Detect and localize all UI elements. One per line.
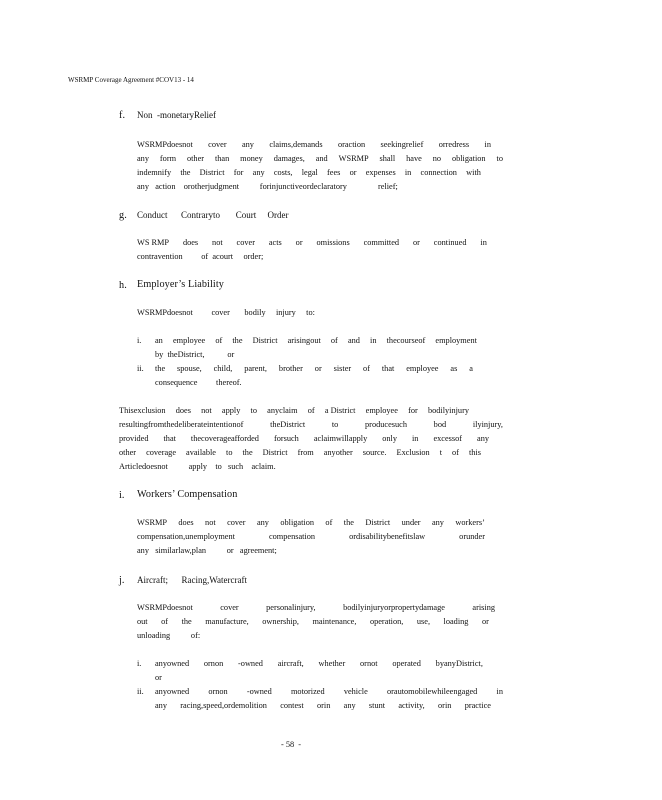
word: personalinjury, [266, 603, 316, 612]
word: and [347, 336, 360, 345]
word: WSRMP [137, 518, 167, 527]
word: ilyinjury, [472, 420, 503, 429]
h-item-line [155, 334, 477, 348]
word: other [119, 448, 137, 457]
word: cover [236, 238, 255, 247]
word: orin [438, 701, 452, 710]
word: arising [472, 603, 495, 612]
word: expenses [365, 168, 396, 177]
word: the [181, 617, 192, 626]
word: Thisexclusion [119, 406, 166, 415]
word: under [401, 518, 421, 527]
word: excessof [433, 434, 463, 443]
word: of [363, 364, 370, 373]
word: any [155, 701, 167, 710]
word: any [477, 434, 489, 443]
section-h-intro: WSRMPdoesnot cover bodily injury to: [137, 308, 315, 317]
word: of [161, 617, 169, 626]
word: District [199, 168, 225, 177]
word: District [365, 518, 391, 527]
word: the [232, 336, 243, 345]
word: the [242, 448, 253, 457]
word: employee [172, 336, 206, 345]
word: any [431, 518, 444, 527]
word: practice [464, 701, 491, 710]
word: an [155, 336, 163, 345]
section-j-label: j. [119, 575, 125, 586]
word: a District [324, 406, 356, 415]
word: byanyDistrict, [435, 659, 483, 668]
word: WSRMPdoesnot [137, 603, 193, 612]
word: loading [443, 617, 469, 626]
word: brother [278, 364, 303, 373]
word: parent, [244, 364, 268, 373]
word: money [240, 154, 263, 163]
word: use, [416, 617, 431, 626]
h-para-line [119, 446, 481, 460]
word: oraction [337, 140, 366, 149]
word: of [330, 336, 338, 345]
word: any [137, 154, 149, 163]
section-i-line: any similarlaw,plan or agreement; [137, 546, 277, 555]
word: does [178, 518, 194, 527]
word: provided [119, 434, 149, 443]
word: from [297, 448, 314, 457]
word: does [182, 238, 199, 247]
word: contest [280, 701, 304, 710]
word: whether [318, 659, 346, 668]
word: theDistrict [270, 420, 306, 429]
word: or [412, 238, 420, 247]
j-item-line: or [155, 673, 162, 682]
word: cover [227, 518, 246, 527]
word: connection [420, 168, 457, 177]
word: of [452, 448, 459, 457]
word: employee [406, 364, 439, 373]
word: costs, [273, 168, 293, 177]
word: Exclusion [396, 448, 430, 457]
word: cover [220, 603, 239, 612]
word: source. [362, 448, 387, 457]
word: in [484, 140, 491, 149]
word: District [252, 336, 278, 345]
section-j-line: unloading of: [137, 631, 201, 640]
word: -owned [238, 659, 263, 668]
word: WSRMPdoesnot [137, 140, 193, 149]
section-j-line [137, 601, 495, 615]
word: seekingrelief [380, 140, 424, 149]
word: cover [208, 140, 227, 149]
word: damages, [273, 154, 305, 163]
word: only [382, 434, 398, 443]
running-header: WSRMP Coverage Agreement #COV13 - 14 [68, 76, 194, 84]
h-item-num: i. [137, 336, 142, 345]
word: thecoverageafforded [190, 434, 259, 443]
word: anyclaim [267, 406, 298, 415]
word: bodilyinjuryorpropertydamage [343, 603, 445, 612]
section-h-title: Employer’s Liability [137, 279, 224, 290]
word: not [212, 238, 223, 247]
h-item-line [155, 362, 473, 376]
word: motorized [290, 687, 325, 696]
word: or [314, 364, 322, 373]
word: have [406, 154, 422, 163]
word: for [233, 168, 244, 177]
word: legal [301, 168, 318, 177]
word: stunt [368, 701, 386, 710]
word: omissions [316, 238, 350, 247]
word: aircraft, [277, 659, 304, 668]
word: indemnify [137, 168, 172, 177]
j-item-line [155, 699, 491, 713]
section-g-line: contravention of acourt order; [137, 252, 264, 261]
word: for [408, 406, 418, 415]
section-h-label: h. [119, 280, 127, 291]
word: forsuch [273, 434, 299, 443]
word: and [315, 154, 328, 163]
word: than [214, 154, 230, 163]
word: orin [316, 701, 331, 710]
h-para-line [119, 418, 503, 432]
word: coverage [146, 448, 177, 457]
word: in [480, 238, 487, 247]
word: not [201, 406, 212, 415]
word: any [256, 518, 269, 527]
word: a [469, 364, 473, 373]
word: or [295, 238, 303, 247]
word: vehicle [343, 687, 368, 696]
word: of [215, 336, 223, 345]
j-item-line [155, 685, 503, 699]
word: anyowned [155, 659, 190, 668]
word: resultingfromthedeliberateintentionof [119, 420, 244, 429]
j-item-num: ii. [137, 687, 144, 696]
word: any [241, 140, 254, 149]
word: of [307, 406, 315, 415]
h-para-line [119, 432, 489, 446]
h-para-line [119, 404, 469, 418]
word: in [496, 687, 503, 696]
word: as [450, 364, 458, 373]
section-f-line [137, 152, 503, 166]
word: employment [435, 336, 477, 345]
word: arisingout [287, 336, 321, 345]
word: out [137, 617, 148, 626]
word: in [412, 434, 419, 443]
word: ornon [203, 659, 224, 668]
section-g-line [137, 236, 487, 250]
word: the [343, 518, 354, 527]
h-item-line: by theDistrict, or [155, 350, 235, 359]
word: to [496, 154, 503, 163]
word: the [155, 364, 166, 373]
h-item-line: consequence thereof. [155, 378, 242, 387]
h-para-line: Articledoesnot apply to such aclaim. [119, 462, 276, 471]
word: shall [379, 154, 396, 163]
word: this [468, 448, 481, 457]
word: any [343, 701, 356, 710]
word: employee [365, 406, 398, 415]
word: to [331, 420, 339, 429]
word: not [205, 518, 216, 527]
word: orredress [438, 140, 470, 149]
word: WSRMP [338, 154, 369, 163]
section-f-label: f. [119, 110, 126, 121]
word: no [432, 154, 442, 163]
word: producesuch [365, 420, 407, 429]
word: racing,speed,ordemolition [180, 701, 267, 710]
word: that [381, 364, 395, 373]
word: operated [392, 659, 421, 668]
word: compensation,unemployment [137, 532, 235, 541]
section-g-title: Conduct Contraryto Court Order [137, 210, 289, 220]
word: child, [213, 364, 233, 373]
word: obligation [280, 518, 314, 527]
word: with [466, 168, 481, 177]
word: thecourseof [386, 336, 426, 345]
word: or [349, 168, 357, 177]
word: anyowned [155, 687, 190, 696]
word: orautomobilewhileengaged [386, 687, 478, 696]
word: -owned [246, 687, 272, 696]
word: apply [221, 406, 241, 415]
word: to [250, 406, 257, 415]
j-item-line [155, 657, 483, 671]
word: of [325, 518, 333, 527]
word: operation, [369, 617, 404, 626]
word: t [439, 448, 443, 457]
word: ordisabilitybenefitslaw [349, 532, 426, 541]
word: ornot [360, 659, 378, 668]
section-j-line [137, 615, 489, 629]
word: or [481, 617, 489, 626]
section-i-line [137, 530, 485, 544]
word: maintenance, [312, 617, 357, 626]
word: in [370, 336, 377, 345]
word: manufacture, [205, 617, 249, 626]
section-j-title: Aircraft; Racing,Watercraft [137, 575, 247, 585]
h-item-num: ii. [137, 364, 144, 373]
section-i-line [137, 516, 485, 530]
word: aclaimwillapply [313, 434, 368, 443]
word: acts [268, 238, 282, 247]
word: anyother [323, 448, 353, 457]
section-f-line [137, 138, 491, 152]
word: in [404, 168, 412, 177]
j-item-num: i. [137, 659, 142, 668]
word: claims,demands [269, 140, 323, 149]
word: available [186, 448, 216, 457]
word: ornon [208, 687, 228, 696]
word: District [262, 448, 288, 457]
word: WS RMP [137, 238, 170, 247]
word: committed [363, 238, 400, 247]
word: continued [433, 238, 467, 247]
section-f-line [137, 166, 481, 180]
word: spouse, [177, 364, 202, 373]
word: orunder [459, 532, 485, 541]
section-i-label: i. [119, 490, 125, 501]
word: ownership, [262, 617, 299, 626]
word: obligation [451, 154, 486, 163]
word: bod [433, 420, 447, 429]
word: that [163, 434, 176, 443]
word: any [252, 168, 265, 177]
word: the [180, 168, 191, 177]
word: bodilyinjury [427, 406, 469, 415]
page-number: - 58 - [281, 740, 302, 749]
word: to [226, 448, 233, 457]
word: workers’ [455, 518, 485, 527]
section-f-title: Non -monetaryRelief [137, 110, 216, 120]
word: fees [327, 168, 341, 177]
word: other [186, 154, 205, 163]
word: does [175, 406, 191, 415]
section-i-title: Workers’ Compensation [137, 489, 238, 500]
word: form [159, 154, 177, 163]
word: sister [333, 364, 352, 373]
word: compensation [268, 532, 316, 541]
section-g-label: g. [119, 210, 127, 221]
word: activity, [398, 701, 425, 710]
section-f-line: any action orotherjudgment forinjunctiveordeclaratory relief; [137, 182, 398, 191]
